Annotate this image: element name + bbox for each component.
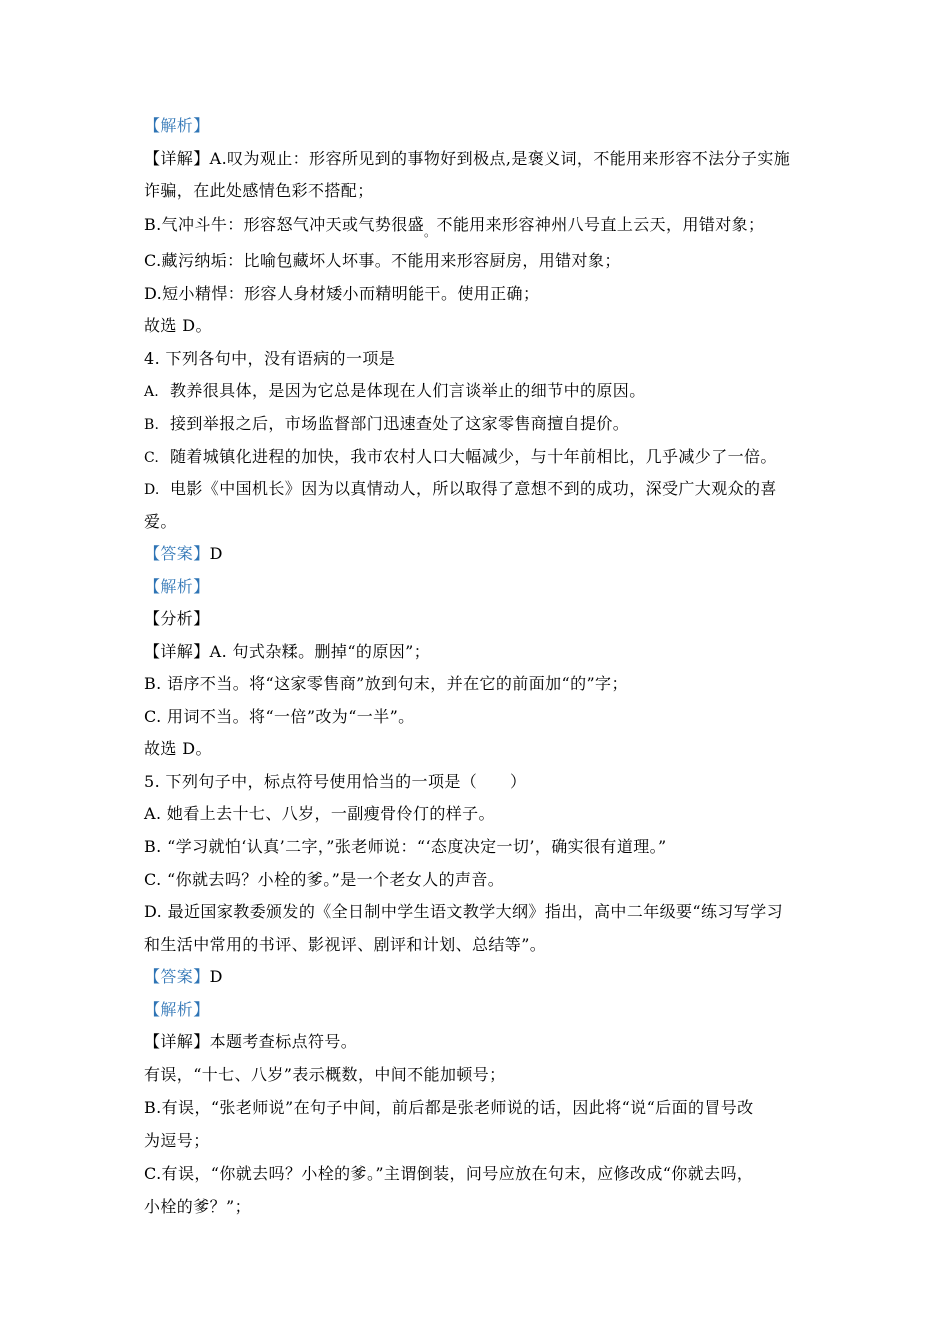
q5-stem: 5. 下列句子中，标点符号使用恰当的一项是（ ） [144, 772, 527, 791]
q5-option-b: B. “学习就怕‘认真’二字，”张老师说：“‘态度决定一切’，确实很有道理。” [144, 837, 667, 856]
q5-detail-c: C.有误，“你就去吗？小栓的爹。”主谓倒装，问号应放在句末，应修改成“你就去吗， [144, 1164, 754, 1183]
q4-option-d-letter: D. [144, 482, 160, 498]
q4-detail-a [144, 641, 430, 663]
q4-detail-a-text: A. 句式杂糅。删掉“的原因”； [209, 642, 431, 661]
q5-detail-intro-text: 本题考查标点符号。 [209, 1032, 358, 1051]
q4-option-d-text: 电影《中国机长》因为以真情动人，所以取得了意想不到的成功，深受广大观众的喜 [170, 479, 777, 498]
q5-option-d-cont: 和生活中常用的书评、影视评、剧评和计划、总结等”。 [144, 935, 547, 954]
q5-option-a: A. 她看上去十七、八岁，一副瘦骨伶仃的样子。 [144, 804, 495, 823]
q3-detail-line2: 诈骗，在此处感情色彩不搭配； [144, 181, 374, 200]
q3-detail-text: A.叹为观止：形容所见到的事物好到极点,是褒义词，不能用来形容不法分子实施 [209, 149, 791, 168]
q5-jiexi-tag: 【解析】 [144, 1000, 210, 1019]
q4-detail-c: C. 用词不当。将“一倍”改为“一半”。 [144, 707, 415, 726]
q5-detail-tag: 【详解】 [144, 1032, 210, 1051]
q4-answer-value: D [209, 544, 223, 563]
q3-detail-tag: 【详解】 [144, 149, 210, 168]
q4-option-b-letter: B. [144, 417, 160, 433]
q3-conclusion: 故选 D。 [144, 316, 212, 335]
q4-option-d-cont: 爱。 [144, 512, 177, 531]
q4-answer-tag: 【答案】 [144, 544, 210, 563]
q4-option-b-text: 接到举报之后，市场监督部门迅速查处了这家零售商擅自提价。 [170, 414, 630, 433]
q4-analysis-tag: 【分析】 [144, 609, 210, 628]
q4-conclusion: 故选 D。 [144, 739, 212, 758]
q5-answer [144, 966, 223, 988]
q3-jiexi-tag: 【解析】 [144, 116, 210, 135]
q5-answer-tag: 【答案】 [144, 967, 210, 986]
q3-detail-line1 [144, 148, 790, 170]
q3-option-c-explanation: C.藏污纳垢：比喻包藏坏人坏事。不能用来形容厨房，用错对象； [144, 251, 621, 270]
q4-option-a-text: 教养很具体，是因为它总是体现在人们言谈举止的细节中的原因。 [170, 381, 646, 400]
q4-option-c-text: 随着城镇化进程的加快，我市农村人口大幅减少，与十年前相比，几乎减少了一倍。 [170, 447, 777, 466]
q5-detail-b-cont: 为逗号； [144, 1131, 210, 1150]
q4-option-a-letter: A. [144, 384, 159, 400]
q4-detail-tag: 【详解】 [144, 642, 210, 661]
q3-b-mark: 。 [424, 225, 437, 239]
q4-stem: 4. 下列各句中，没有语病的一项是 [144, 349, 396, 368]
q3-option-d-explanation: D.短小精悍：形容人身材矮小而精明能干。使用正确； [144, 284, 540, 303]
q4-answer [144, 543, 223, 565]
q5-detail-b: B.有误，“张老师说”在句子中间，前后都是张老师说的话，因此将“说“后面的冒号改 [144, 1098, 754, 1117]
q4-option-a [144, 380, 646, 403]
q5-detail-a: 有误，“十七、八岁”表示概数，中间不能加顿号； [144, 1065, 506, 1084]
q4-detail-b: B. 语序不当。将“这家零售商”放到句末，并在它的前面加“的”字； [144, 674, 628, 693]
q5-detail-c-cont: 小栓的爹？”； [144, 1197, 251, 1216]
q4-option-c [144, 446, 777, 469]
q3-b-rest: 不能用来形容神州八号直上云天，用错对象； [436, 215, 765, 234]
q5-option-c: C. “你就去吗？小栓的爹。”是一个老女人的声音。 [144, 870, 505, 889]
q4-option-c-letter: C. [144, 450, 160, 466]
q5-option-d: D. 最近国家教委颁发的《全日制中学生语文教学大纲》指出，高中二年级要“练习写学习 [144, 902, 784, 921]
q3-option-b-explanation [144, 214, 764, 237]
q4-jiexi-tag: 【解析】 [144, 577, 210, 596]
q5-answer-value: D [209, 967, 223, 986]
q4-option-b [144, 413, 629, 436]
q5-detail-intro [144, 1031, 357, 1053]
q4-option-d [144, 478, 777, 501]
q3-b-text: B.气冲斗牛：形容怒气冲天或气势很盛 [144, 215, 425, 234]
